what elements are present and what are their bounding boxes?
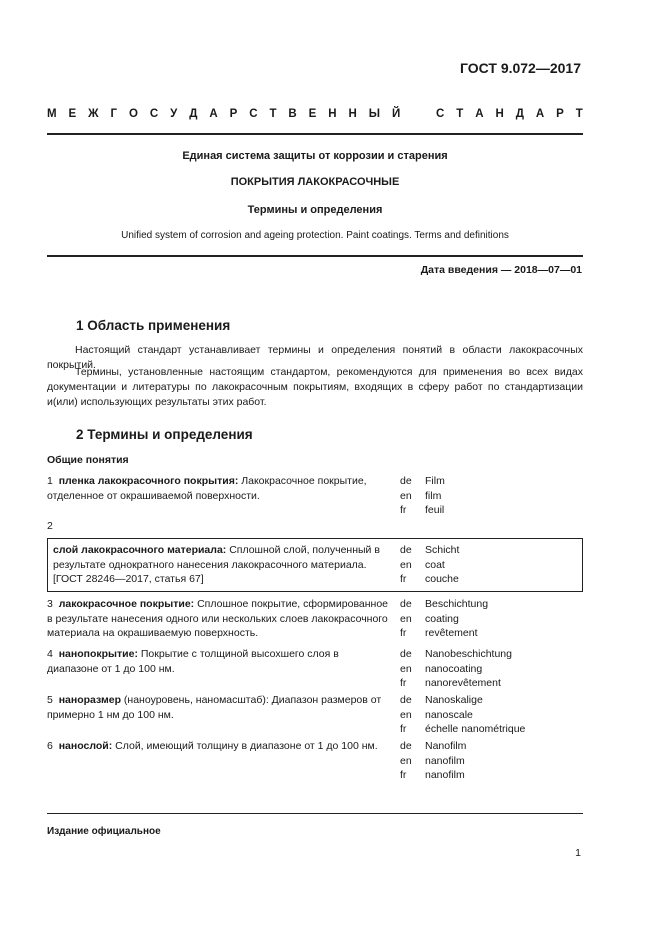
edition-label: Издание официальное	[47, 826, 161, 837]
interstate-standard-heading	[47, 108, 583, 120]
term-2-definition	[53, 543, 393, 587]
term-4-equivalents	[425, 647, 512, 691]
lang-code: de	[400, 740, 412, 752]
heading-letter: А	[209, 108, 218, 120]
foreign-equivalent: nanofilm	[425, 769, 465, 781]
foreign-equivalent: Film	[425, 475, 445, 487]
term-1-definition	[47, 474, 393, 503]
term-4-definition	[47, 647, 393, 676]
english-title: Unified system of corrosion and ageing protection. Paint coatings. Terms and definitions	[121, 230, 509, 241]
heading-letter: Н	[348, 108, 357, 120]
heading-letter: Е	[68, 108, 77, 120]
lang-code: fr	[400, 677, 407, 689]
term-5-languages	[400, 693, 412, 737]
foreign-equivalent: nanorevêtement	[425, 677, 501, 689]
heading-letter: Г	[110, 108, 118, 120]
foreign-equivalent: Beschichtung	[425, 598, 489, 610]
term-name: пленка лакокрасочного покрытия:	[58, 475, 239, 487]
lang-code: de	[400, 648, 412, 660]
heading-letter: А	[475, 108, 484, 120]
term-5-definition	[47, 693, 393, 722]
heading-letter: Ы	[368, 108, 381, 120]
foreign-equivalent: coating	[425, 612, 459, 625]
term-definition-text: Сплошной слой, полученный в результате однократного нанесения лакокрасочного материала. [ГОСТ 28246—2017, статья 67]	[53, 544, 380, 585]
term-number: 6	[47, 740, 53, 752]
heading-letter: Т	[456, 108, 464, 120]
term-number: 5	[47, 694, 53, 706]
document-number: ГОСТ 9.072—2017	[459, 60, 581, 76]
system-title: Единая система защиты от коррозии и старения	[182, 150, 448, 162]
lang-code: en	[400, 662, 412, 675]
term-6-definition	[47, 739, 393, 754]
heading-letter: Т	[269, 108, 277, 120]
term-name: нанопокрытие:	[58, 648, 138, 660]
term-1-equivalents	[425, 474, 445, 518]
page-number: 1	[575, 847, 581, 859]
heading-letter: Е	[308, 108, 317, 120]
subsection-heading: Общие понятия	[47, 454, 129, 466]
term-definition-text: (наноуровень, наномасштаб): Диапазон размеров от примерно 1 нм до 100 нм.	[47, 694, 382, 721]
term-3-languages	[400, 597, 412, 641]
lang-code: fr	[400, 769, 407, 781]
section-1-paragraph-2	[47, 365, 583, 410]
foreign-equivalent: nanoscale	[425, 708, 473, 721]
lang-code: de	[400, 694, 412, 706]
title-divider	[47, 255, 583, 257]
lang-code: en	[400, 708, 412, 721]
footer-divider	[47, 813, 583, 814]
heading-letter: О	[128, 108, 138, 120]
foreign-equivalent: film	[425, 489, 442, 502]
term-6-equivalents	[425, 739, 466, 783]
term-name: слой лакокрасочного материала:	[53, 544, 227, 556]
section-2-heading: 2 Термины и определения	[76, 427, 253, 442]
lang-code: de	[400, 598, 412, 610]
foreign-equivalent: nanofilm	[425, 754, 465, 767]
term-name: наноразмер	[58, 694, 121, 706]
lang-code: de	[400, 475, 412, 487]
heading-letter: Р	[229, 108, 238, 120]
term-name: нанослой:	[58, 740, 113, 752]
section-1-heading: 1 Область применения	[76, 318, 231, 333]
term-2-number: 2	[47, 520, 53, 532]
foreign-equivalent: feuil	[425, 504, 445, 516]
lang-code: en	[400, 558, 412, 571]
term-6-languages	[400, 739, 412, 783]
heading-letter: Й	[391, 108, 401, 120]
foreign-equivalent: Nanofilm	[425, 740, 467, 752]
heading-letter: У	[170, 108, 178, 120]
lang-code: fr	[400, 504, 407, 516]
foreign-equivalent: revêtement	[425, 627, 478, 639]
term-definition-text: Лакокрасочное покрытие, отделенное от окрашиваемой поверхности.	[47, 475, 367, 502]
foreign-equivalent: nanocoating	[425, 662, 483, 675]
term-definition-text: Покрытие с толщиной высохшего слоя в диапазоне от 1 до 100 нм.	[47, 648, 339, 675]
term-number: 4	[47, 648, 53, 660]
term-3-equivalents	[425, 597, 488, 641]
term-number: 1	[47, 475, 53, 487]
paragraph-text: Настоящий стандарт устанавливает термины и определения понятий в области лакокрасочных покрытий.	[47, 344, 583, 371]
standard-title: ПОКРЫТИЯ ЛАКОКРАСОЧНЫЕ	[230, 176, 400, 188]
header-divider	[47, 133, 583, 135]
standard-subtitle: Термины и определения	[247, 204, 383, 216]
paragraph-text: Термины, установленные настоящим стандартом, рекомендуются для применения во всех видах документации и литературы по лакокрасочным покрытиям, входящих в сферу работ по стандартизации и(или) использующих результаты этих работ.	[47, 366, 583, 408]
term-definition-text: Слой, имеющий толщину в диапазоне от 1 до 100 нм.	[112, 740, 378, 752]
lang-code: fr	[400, 723, 407, 735]
term-2-languages	[400, 543, 412, 587]
heading-letter: Н	[328, 108, 337, 120]
lang-code: de	[400, 544, 412, 556]
heading-letter: М	[47, 108, 57, 120]
foreign-equivalent: coat	[425, 558, 445, 571]
term-1-languages	[400, 474, 412, 518]
lang-code: en	[400, 754, 412, 767]
heading-letter: С	[436, 108, 445, 120]
lang-code: fr	[400, 627, 407, 639]
term-name: лакокрасочное покрытие:	[58, 598, 195, 610]
lang-code: en	[400, 489, 412, 502]
foreign-equivalent: Schicht	[425, 544, 460, 556]
heading-letter: С	[249, 108, 258, 120]
foreign-equivalent: Nanoskalige	[425, 694, 483, 706]
term-number: 3	[47, 598, 53, 610]
heading-letter: Д	[189, 108, 198, 120]
heading-letter: С	[149, 108, 159, 120]
heading-letter: Р	[556, 108, 564, 120]
heading-letter: Ж	[88, 108, 99, 120]
heading-letter: Н	[495, 108, 504, 120]
term-definition-text: Сплошное покрытие, сформированное в результате нанесения одного или нескольких слоев лакокрасочного материала на окрашиваемую поверхность.	[47, 598, 389, 639]
foreign-equivalent: Nanobeschichtung	[425, 648, 512, 660]
term-4-languages	[400, 647, 412, 691]
introduction-date: Дата введения — 2018—07—01	[420, 264, 582, 276]
heading-letter: В	[288, 108, 297, 120]
heading-letter: Д	[515, 108, 524, 120]
heading-letter: А	[535, 108, 545, 120]
foreign-equivalent: échelle nanométrique	[425, 723, 526, 735]
term-5-equivalents	[425, 693, 525, 737]
term-2-equivalents	[425, 543, 459, 587]
lang-code: fr	[400, 573, 407, 585]
term-3-definition	[47, 597, 393, 641]
lang-code: en	[400, 612, 412, 625]
heading-letter: Т	[575, 108, 583, 120]
foreign-equivalent: couche	[425, 573, 459, 585]
